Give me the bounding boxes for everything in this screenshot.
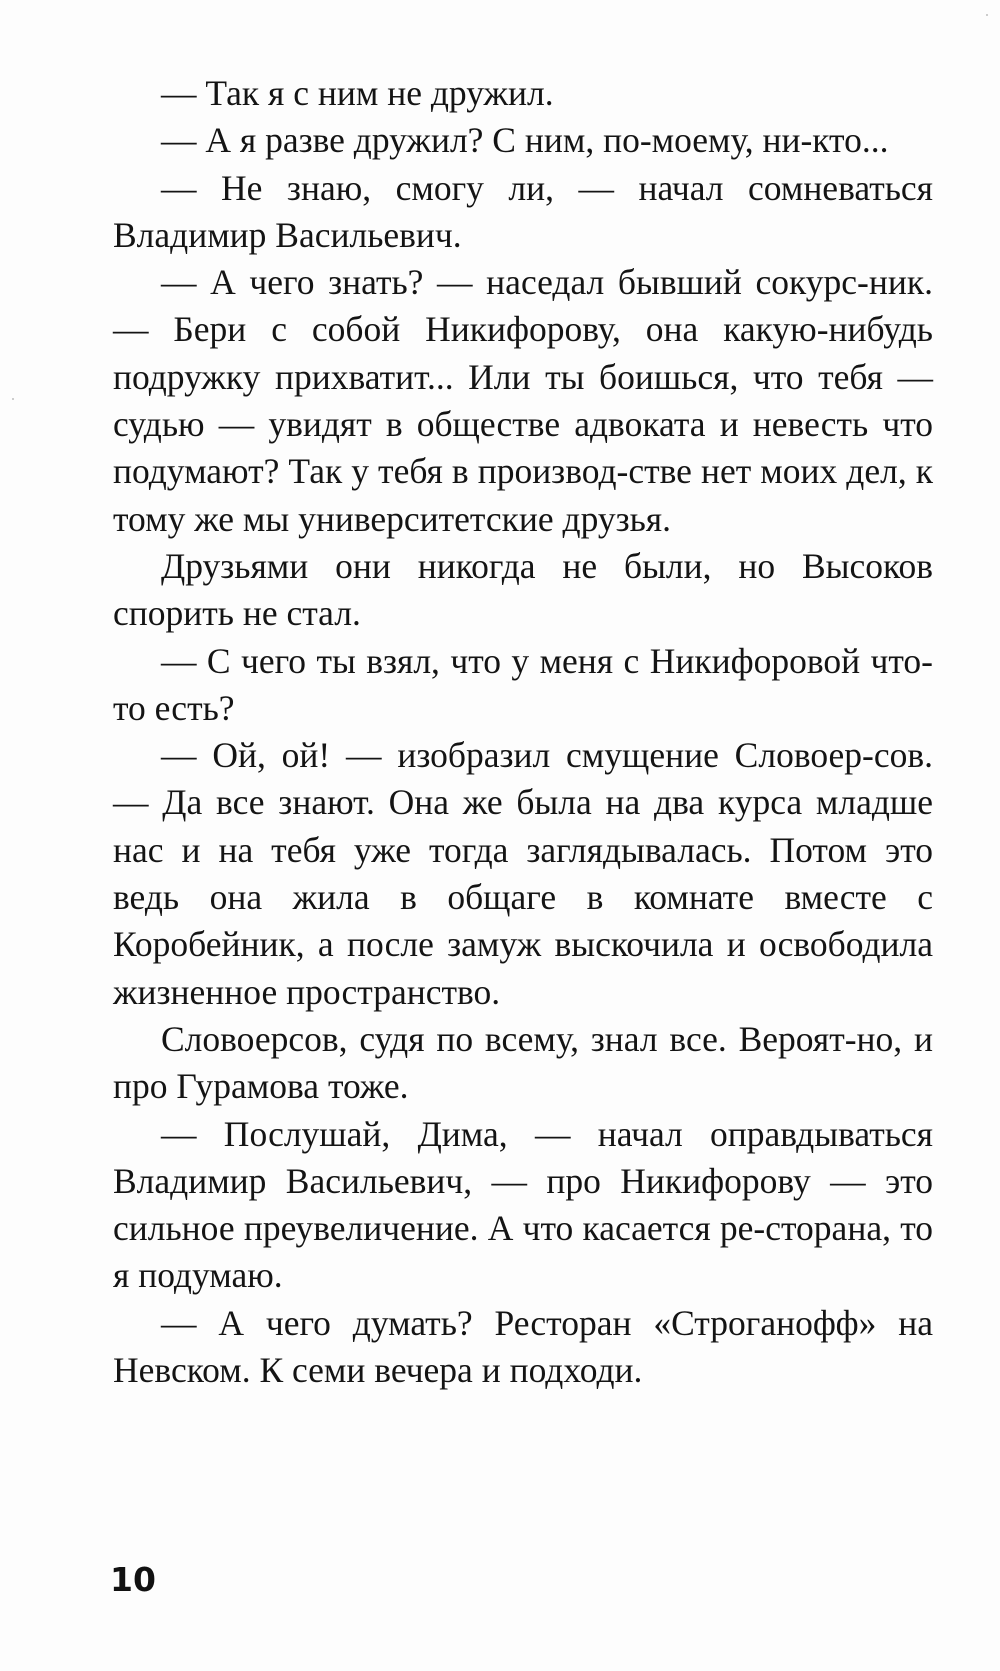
paragraph: — Послушай, Дима, — начал оправдываться Владимир Васильевич, — про Никифорову — это сильное преувеличение. А что касается ре-сторана, то я подумаю. xyxy=(113,1113,933,1296)
paragraph: — А чего думать? Ресторан «Строганофф» на Невском. К семи вечера и подходи. xyxy=(113,1302,933,1391)
paragraph: — Так я с ним не дружил. xyxy=(161,73,554,113)
paragraph: — А я разве дружил? С ним, по-моему, ни-кто... xyxy=(161,120,889,161)
body-text xyxy=(113,70,933,1394)
paragraph: — Не знаю, смогу ли, — начал сомневаться Владимир Васильевич. xyxy=(113,167,933,255)
paragraph: Друзьями они никогда не были, но Высоков спорить не стал. xyxy=(113,545,933,634)
paragraph: — А чего знать? — наседал бывший сокурс-ник. — Бери с собой Никифорову, она какую-нибудь подружку прихватит... Или ты боишься, что тебя — судью — увидят в обществе адвоката и невесть что подумают? Так у тебя в производ-стве нет моих дел, к тому же мы университетские друзья. xyxy=(113,262,933,539)
page-number: 10 xyxy=(110,1560,156,1599)
scan-speck xyxy=(986,14,988,16)
paragraph: — Ой, ой! — изобразил смущение Словоер-сов. — Да все знают. Она же была на два курса младше нас и на тебя уже тогда заглядывалась. Потом это ведь она жила в общаге в комнате вместе с Коробейник, а после замуж выскочила и освободила жизненное пространство. xyxy=(113,735,933,1012)
scan-speck xyxy=(12,398,14,400)
paragraph: Словоерсов, судя по всему, знал все. Вероят-но, и про Гурамова тоже. xyxy=(113,1018,933,1107)
paragraph: — С чего ты взял, что у меня с Никифоровой что-то есть? xyxy=(113,640,933,728)
